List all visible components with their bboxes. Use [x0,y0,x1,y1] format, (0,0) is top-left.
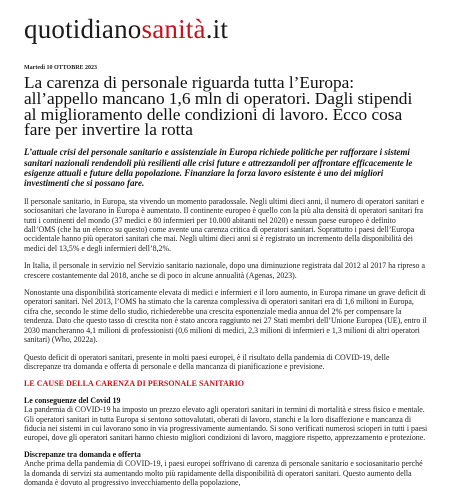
article-lead: L’attuale crisi del personale sanitario e assistenziale in Europa richiede politiche per rafforzare i sistemi sanitari nazionali rendendoli più resilienti alle crisi future e attrezzandoli per affrontare efficacemente le esigenze attuali e future della popolazione. Finanziare la forza lavoro esistente è uno dei migliori investimenti che si possano fare. [24,147,413,189]
logo-part-quotidiano: quotidiano [24,14,142,44]
body-paragraph-1: Il personale sanitario, in Europa, sta vivendo un momento paradossale. Negli ultimi dieci anni, il numero di operatori sanitari e sociosanitari che lavorano in Europa è aumentato. Il continente europeo è quello con la più alta densità di operatori sanitari fra tutti i continenti del mondo (37 medici e 80 infermieri per 10.000 abitanti nel 2020) e nessun paese europeo è definito dall’OMS (che ha un elenco su questo) come avente una carenza critica di operatori sanitari. Soprattutto i paesi dell’Europa occidentale hanno più operatori sanitari che mai. Negli ultimi dieci anni si è registrato un incremento della disponibilità dei medici del 13,5% e degli infermieri dell’8,2%. [24,196,425,253]
subsection-title-covid: Le conseguenze del Covid 19 [24,395,121,405]
subsection-text-supply-demand: Anche prima della pandemia di COVID-19, i paesi europei soffrivano di carenza di personale sanitario e sociosanitario perché la domanda di servizi sta aumentando molto più rapidamente della disponibilità di operatori sanitari. Questo aumento della domanda è dovuto al progressivo invecchiamento della popolazione, [24,459,423,487]
body-paragraph-4: Questo deficit di operatori sanitari, presente in molti paesi europei, è il risultato della pandemia di COVID-19, delle discrepanze tra domanda e offerta di personale e della mancanza di pianificazione e previsione. [24,352,390,371]
body-paragraph-3: Nonostante una disponibilità storicamente elevata di medici e infermieri e il loro aumento, in Europa rimane un grave deficit di operatori sanitari. Nel 2013, l’OMS ha stimato che la carenza complessiva di operatori sanitari era di 1,6 milioni in Europa, cifra che, secondo le stime dello studio, richiederebbe una crescita esponenziale media annua del 2% per compensare la tendenza. Dato che questo tasso di crescita non è stato ancora raggiunto nei 27 Stati membri dell’Unione Europea (UE), entro il 2030 mancheranno 4,1 milioni di professionisti (0,6 milioni di medici, 2,3 milioni di infermieri e 1,3 milioni di altri operatori sanitari) (Who, 2022a). [24,288,427,345]
logo-part-domain: .it [205,14,229,44]
body-paragraph-2: In Italia, il personale in servizio nel Servizio sanitario nazionale, dopo una diminuzione registrata dal 2012 al 2017 ha ripreso a crescere costantemente dal 2018, anche se di poco in alcune annualità (Agenas, 2023). [24,261,425,280]
subsection-title-supply-demand: Discrepanze tra domanda e offerta [24,449,141,459]
article-headline: La carenza di personale riguarda tutta l’Europa: all’appello mancano 1,6 mln di operatori. Dagli stipendi al miglioramento delle condizioni di lavoro. Ecco cosa fare per invertire la rotta [24,73,413,140]
subsection-text-covid: La pandemia di COVID-19 ha imposto un prezzo elevato agli operatori sanitari in termini di mortalità e stress fisico e mentale. Gli operatori sanitari in tutta Europa si sentono sottovalutati, oberati di lavoro, stanchi e la loro disaffezione e mancanza di fiducia nei sistemi in cui lavorano sono in via progressivamente aumentando. Si sono verificati numerosi scioperi in tutti i paesi europei, dove gli operatori sanitari hanno chiesto migliori condizioni di lavoro, maggiore rispetto, apprezzamento e protezione. [24,405,428,443]
section-heading: LE CAUSE DELLA CARENZA DI PERSONALE SANITARIO [24,379,245,389]
article-body [24,197,428,487]
article-date: Martedì 10 OTTOBRE 2023 [24,65,98,71]
site-logo[interactable] [24,0,428,44]
logo-part-sanita: sanità [141,14,206,44]
